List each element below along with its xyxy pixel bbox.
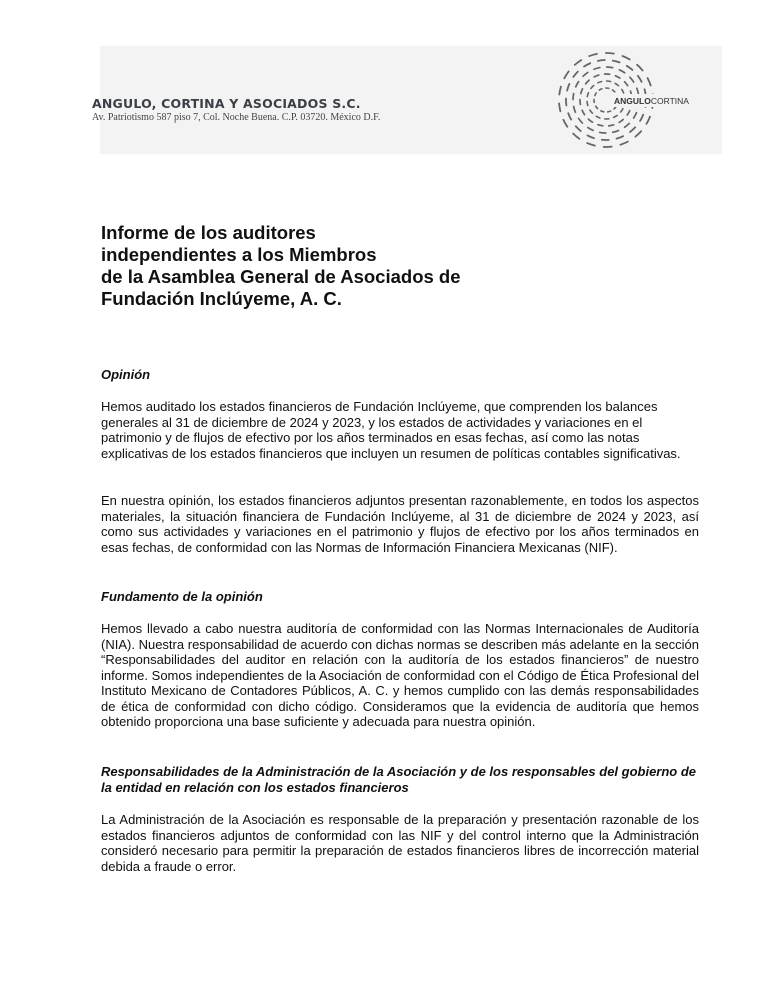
- svg-text:ANGULOCORTINA: [614, 96, 689, 106]
- firm-name: ANGULO, CORTINA Y ASOCIADOS S.C.: [92, 96, 361, 111]
- paragraph-opinion-1: Hemos auditado los estados financieros de Fundación Inclúyeme, que comprenden los balances generales al 31 de diciembre de 2024 y 2023, y los estados de actividades y variaciones en el patrimonio y de flujos de efectivo por los años terminados en esas fechas, así como las notas explicativas de los estados financieros que incluyen un resumen de políticas contables significativas.: [101, 399, 681, 461]
- report-title-line: de la Asamblea General de Asociados de: [101, 266, 461, 287]
- firm-logo: [548, 44, 718, 156]
- paragraph-fundamento: Hemos llevado a cabo nuestra auditoría de conformidad con las Normas Internacionales de Auditoría (NIA). Nuestra responsabilidad de acuerdo con dichas normas se describen más adelante en la sección “Responsabilidades del auditor en relación con la auditoría de los estados financieros” de nuestro informe. Somos independientes de la Asociación de conformidad con el Código de Ética Profesional del Instituto Mexicano de Contadores Públicos, A. C. y hemos cumplido con las demás responsabilidades de ética de conformidad con dicho código. Consideramos que la evidencia de auditoría que hemos obtenido proporciona una base suficiente y adecuada para nuestra opinión.: [101, 621, 699, 729]
- logo-text-regular: CORTINA: [650, 96, 689, 106]
- paragraph-responsabilidades: La Administración de la Asociación es responsable de la preparación y presentación razonable de los estados financieros adjuntos de conformidad con las NIF y del control interno que la Administración consideró necesario para permitir la preparación de estados financieros libres de incorrección material debida a fraude o error.: [101, 812, 699, 874]
- section-heading-fundamento: Fundamento de la opinión: [101, 589, 263, 604]
- section-heading-opinion: Opinión: [101, 367, 151, 382]
- report-title-line: independientes a los Miembros: [101, 244, 377, 265]
- report-title: [101, 222, 461, 310]
- report-title-line: Fundación Inclúyeme, A. C.: [101, 288, 342, 309]
- paragraph-opinion-2: En nuestra opinión, los estados financieros adjuntos presentan razonablemente, en todos los aspectos materiales, la situación financiera de Fundación Inclúyeme, al 31 de diciembre de 2024 y 2023, así como sus actividades y variaciones en el patrimonio y flujos de efectivo por los años terminados en esas fechas, de conformidad con las Normas de Información Financiera Mexicanas (NIF).: [101, 493, 699, 555]
- section-heading-responsabilidades: Responsabilidades de la Administración de la Asociación y de los responsables del gobierno de la entidad en relación con los estados financieros: [101, 764, 697, 795]
- logo-text-bold: ANGULO: [614, 96, 651, 106]
- firm-address: Av. Patriotismo 587 piso 7, Col. Noche Buena. C.P. 03720. México D.F.: [92, 112, 381, 123]
- report-title-line: Informe de los auditores: [101, 222, 316, 243]
